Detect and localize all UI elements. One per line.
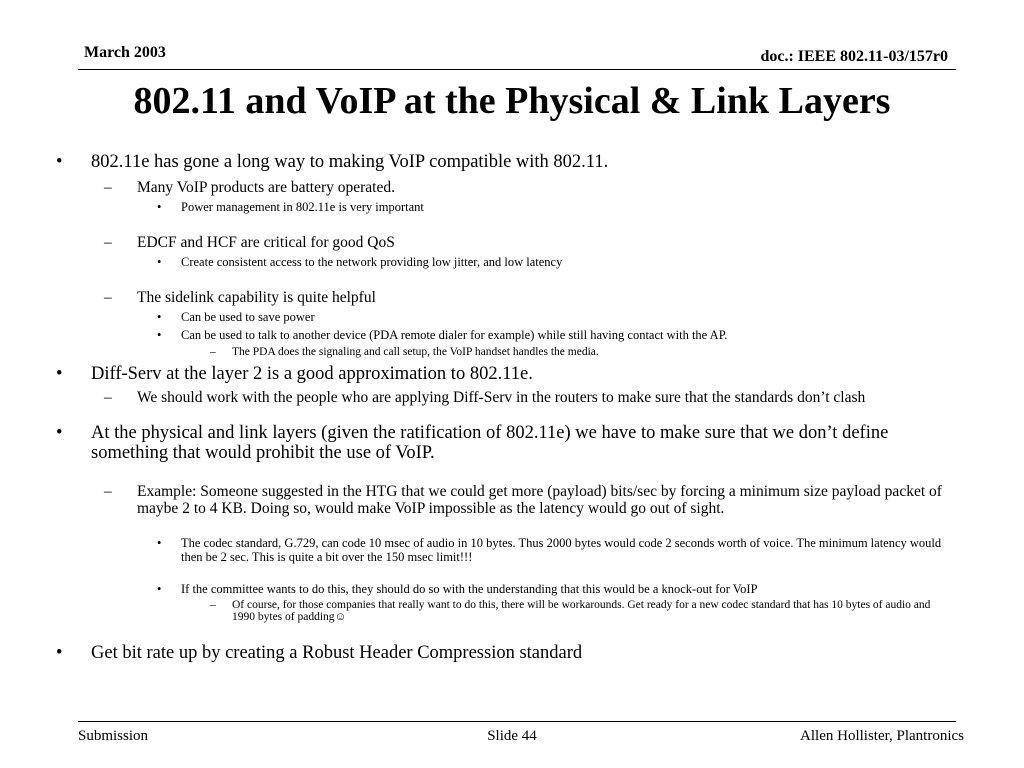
bullet-item — [0, 179, 1024, 196]
bullet-item — [0, 483, 1024, 517]
bullet-text: Diff-Serv at the layer 2 is a good approximation to 802.11e. — [91, 364, 533, 384]
bullet-text: The PDA does the signaling and call setup, the VoIP handset handles the media. — [232, 346, 599, 358]
bullet-text: Create consistent access to the network providing low jitter, and low latency — [181, 255, 563, 269]
bullet-marker: • — [157, 328, 162, 342]
bullet-item — [0, 643, 1024, 663]
bullet-marker: – — [104, 483, 112, 500]
bullet-text: The sidelink capability is quite helpful — [137, 289, 376, 306]
header-divider — [78, 69, 956, 70]
footer-author: Allen Hollister, Plantronics — [800, 728, 964, 744]
bullet-text: The codec standard, G.729, can code 10 msec of audio in 10 bytes. Thus 2000 bytes would code 2 seconds worth of voice. The minimum latency would then be 2 sec. This is quite a bit over the 150 msec limit!!! — [181, 536, 942, 564]
bullet-marker: – — [104, 289, 112, 306]
bullet-marker: – — [104, 234, 112, 251]
bullet-marker: • — [157, 310, 162, 324]
footer-submission: Submission — [78, 728, 149, 744]
bullet-item — [0, 255, 1024, 269]
bullet-marker: • — [56, 423, 63, 443]
bullet-item — [0, 346, 1024, 358]
bullet-item — [0, 389, 1024, 406]
slide-body — [0, 152, 1024, 663]
bullet-item — [0, 289, 1024, 306]
bullet-text: At the physical and link layers (given the ratification of 802.11e) we have to make sure that we don’t define something that would prohibit the use of VoIP. — [91, 423, 889, 463]
bullet-marker: – — [104, 389, 112, 406]
bullet-text: Of course, for those companies that really want to do this, there will be workarounds. Get ready for a new codec standard that has 10 bytes of audio and 1990 bytes of padding☺ — [232, 599, 931, 623]
bullet-marker: • — [157, 200, 162, 214]
bullet-text: 802.11e has gone a long way to making VoIP compatible with 802.11. — [91, 152, 609, 172]
bullet-item — [0, 152, 1024, 172]
bullet-item — [0, 599, 1024, 623]
bullet-item — [0, 200, 1024, 214]
bullet-text: Can be used to save power — [181, 310, 315, 324]
slide-title: 802.11 and VoIP at the Physical & Link Layers — [133, 80, 891, 122]
bullet-text: We should work with the people who are applying Diff-Serv in the routers to make sure that the standards don’t clash — [137, 389, 866, 406]
bullet-marker: • — [56, 152, 63, 172]
bullet-marker: – — [210, 346, 216, 358]
header-date: March 2003 — [84, 44, 166, 61]
bullet-marker: • — [157, 255, 162, 269]
footer-slide-number: Slide 44 — [487, 728, 537, 744]
bullet-item — [0, 536, 1024, 564]
bullet-item — [0, 234, 1024, 251]
bullet-marker: • — [157, 536, 162, 550]
bullet-text: Example: Someone suggested in the HTG that we could get more (payload) bits/sec by forcing a minimum size payload packet of maybe 2 to 4 KB. Doing so, would make VoIP impossible as the latency would go out of sight. — [137, 483, 942, 517]
bullet-item — [0, 364, 1024, 384]
bullet-text: Get bit rate up by creating a Robust Header Compression standard — [91, 643, 583, 663]
bullet-item — [0, 328, 1024, 342]
bullet-item — [0, 310, 1024, 324]
bullet-marker: – — [104, 179, 112, 196]
bullet-text: If the committee wants to do this, they should do so with the understanding that this would be a knock-out for VoIP — [181, 582, 758, 596]
header-doc-id: doc.: IEEE 802.11-03/157r0 — [760, 48, 948, 65]
bullet-text: Power management in 802.11e is very important — [181, 200, 424, 214]
bullet-marker: • — [56, 364, 63, 384]
bullet-text: EDCF and HCF are critical for good QoS — [137, 234, 395, 251]
bullet-text: Can be used to talk to another device (PDA remote dialer for example) while still having contact with the AP. — [181, 328, 728, 342]
bullet-marker: • — [157, 582, 162, 596]
bullet-marker: • — [56, 643, 63, 663]
footer-divider — [78, 721, 956, 722]
bullet-item — [0, 582, 1024, 596]
bullet-item — [0, 423, 1024, 463]
bullet-text: Many VoIP products are battery operated. — [137, 179, 395, 196]
bullet-marker: – — [210, 599, 216, 611]
